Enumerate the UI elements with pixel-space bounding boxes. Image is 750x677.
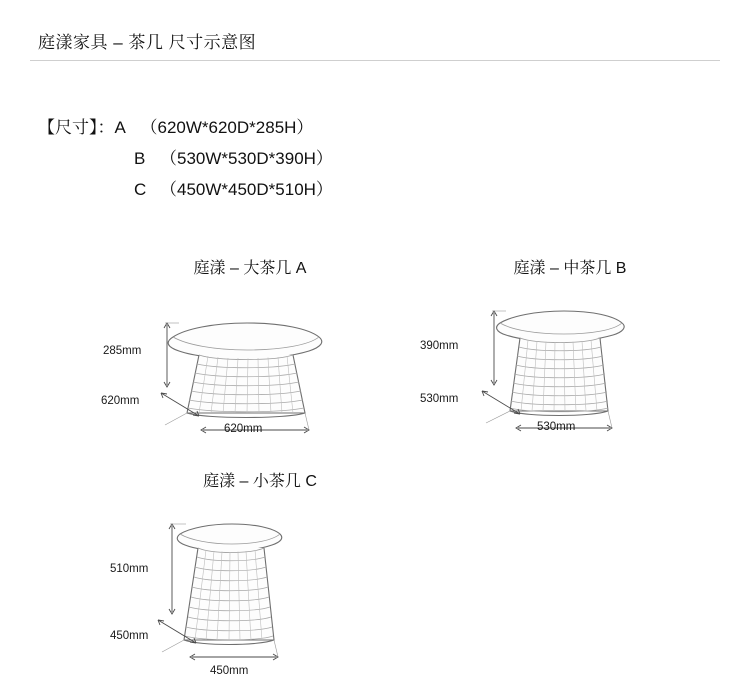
spec-row [38, 174, 333, 205]
header-divider [30, 60, 720, 61]
figure-b-caption: 庭漾 – 中茶几 B [513, 260, 627, 277]
figure-a-caption: 庭漾 – 大茶几 A [193, 260, 307, 277]
figure-c-depth-label: 450mm [110, 630, 149, 642]
figure-a-drawing [95, 285, 405, 445]
spec-value-c: （450W*450D*510H） [160, 180, 333, 199]
spec-code-c: C [134, 180, 147, 199]
spec-code-a: A [114, 118, 126, 137]
figure-a-width-label: 620mm [224, 423, 263, 435]
figure-b-height-label: 390mm [420, 340, 459, 352]
spec-code-b: B [134, 149, 146, 168]
figure-table-c [110, 468, 410, 677]
dimension-spec-list [38, 112, 333, 205]
spec-row [38, 143, 333, 174]
figure-b-width-label: 530mm [537, 421, 576, 433]
spec-value-b: （530W*530D*390H） [160, 149, 333, 168]
figure-table-a [95, 255, 405, 445]
page-title: 庭漾家具 – 茶几 尺寸示意图 [38, 33, 257, 52]
figure-c-height-label: 510mm [110, 563, 149, 575]
figure-a-depth-label: 620mm [101, 395, 140, 407]
figure-c-caption: 庭漾 – 小茶几 C [203, 473, 317, 490]
figure-table-b [420, 255, 720, 445]
figure-a-height-label: 285mm [103, 345, 142, 357]
spec-row [38, 112, 333, 143]
page-header [0, 28, 750, 66]
figure-c-width-label: 450mm [210, 665, 249, 677]
spec-label: 【尺寸】： [38, 118, 115, 137]
figure-c-drawing [110, 498, 410, 668]
spec-value-a: （620W*620D*285H） [140, 118, 314, 137]
figure-b-depth-label: 530mm [420, 393, 459, 405]
